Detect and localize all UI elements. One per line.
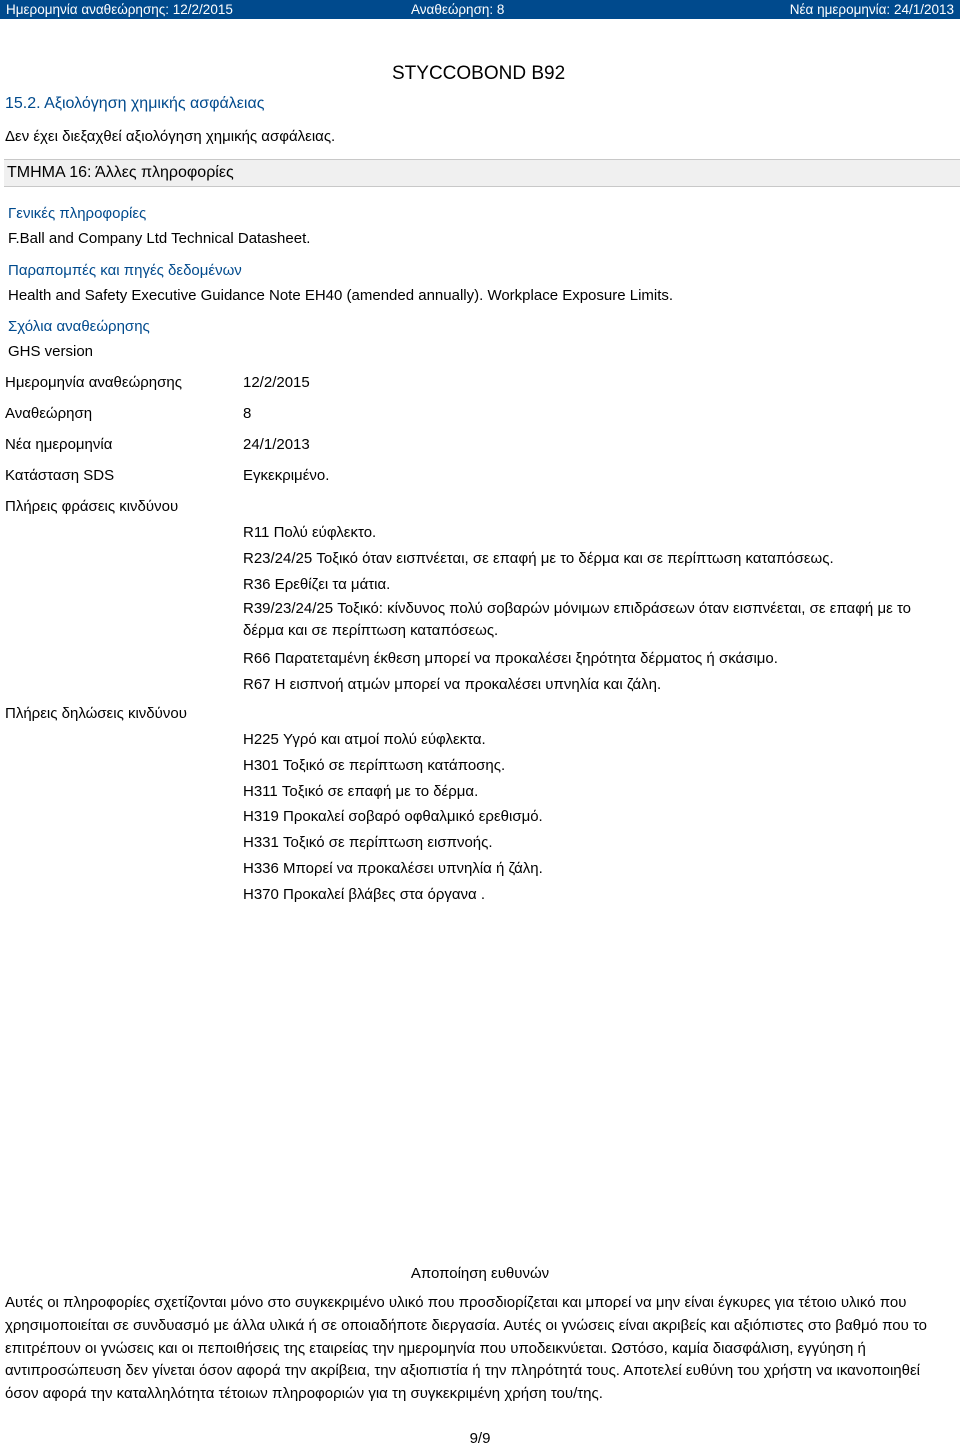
hazard-statements-label: Πλήρεις δηλώσεις κινδύνου: [5, 705, 187, 722]
section-15-2-heading: 15.2. Αξιολόγηση χημικής ασφάλειας: [5, 95, 265, 112]
revision-comments-label: Σχόλια αναθεώρησης: [8, 318, 150, 335]
field-label-revision-date: Ημερομηνία αναθεώρησης: [5, 374, 182, 391]
field-label-sds-status: Κατάσταση SDS: [5, 467, 115, 484]
section-15-2-text: Δεν έχει διεξαχθεί αξιολόγηση χημικής ασφάλειας.: [5, 128, 336, 145]
references-text: Health and Safety Executive Guidance Note EH40 (amended annually). Workplace Exposure Limits.: [8, 287, 674, 304]
field-value-sds-status: Εγκεκριμένο.: [243, 467, 330, 484]
page-header: [0, 0, 960, 19]
general-info-label: Γενικές πληροφορίες: [8, 205, 147, 222]
product-name: STYCCOBOND B92: [392, 63, 566, 84]
risk-phrase: R11 Πολύ εύφλεκτο.: [243, 524, 377, 541]
risk-phrase: R39/23/24/25 Τοξικό: κίνδυνος πολύ σοβαρών μόνιμων επιδράσεων όταν εισπνέεται, σε επαφή με το δέρμα και σε περίπτωση καταπόσεως.: [243, 600, 911, 639]
field-value-revision-date: 12/2/2015: [243, 374, 310, 391]
disclaimer-text: Αυτές οι πληροφορίες σχετίζονται μόνο στο συγκεκριμένο υλικό που προσδιορίζεται και μπορεί να μην είναι έγκυρες για τέτοιο υλικό που χρησιμοποιείται σε συνδυασμό με άλλα υλικά ή σε οποιαδήποτε διεργασία. Αυτές οι γνώσεις είναι ακριβείς και αξιόπιστες στο βαθμό που το επιτρέπουν οι γνώσεις και οι πεποιθήσεις της εταιρείας την ημερομηνία που υποδεικνύεται. Ωστόσο, καμία διασφάλιση, εγγύηση ή αντιπροσώπευση δεν γίνεται όσον αφορά την ακρίβεια, την αξιοπιστία ή την πληρότητά τους. Αποτελεί ευθύνη του χρήστη να ικανοποιηθεί όσον αφορά την καταλληλότητα τέτοιων πληροφοριών για τη συγκεκριμένη χρήση του/της.: [5, 1294, 928, 1403]
page-number: 9/9: [469, 1430, 491, 1447]
field-value-supersedes: 24/1/2013: [243, 436, 310, 453]
hazard-statement: H331 Τοξικό σε περίπτωση εισπνοής.: [243, 834, 493, 852]
risk-phrases-label: Πλήρεις φράσεις κινδύνου: [5, 498, 179, 515]
header-supersedes: Νέα ημερομηνία: 24/1/2013: [789, 2, 954, 17]
hazard-statements-list: [243, 727, 955, 908]
general-info-text: F.Ball and Company Ltd Technical Datasheet.: [8, 230, 311, 247]
section-16-bar: [4, 159, 960, 187]
hazard-statement: H225 Υγρό και ατμοί πολύ εύφλεκτα.: [243, 731, 486, 748]
risk-phrase: R66 Παρατεταμένη έκθεση μπορεί να προκαλέσει ξηρότητα δέρματος ή σκάσιμο.: [243, 650, 778, 667]
hazard-statement: H301 Τοξικό σε περίπτωση κατάποσης.: [243, 756, 506, 774]
field-label-supersedes: Νέα ημερομηνία: [5, 436, 113, 453]
field-value-revision: 8: [243, 405, 252, 422]
field-label-revision: Αναθεώρηση: [5, 405, 93, 422]
risk-phrase: R67 Η εισπνοή ατμών μπορεί να προκαλέσει υπνηλία και ζάλη.: [243, 676, 662, 693]
disclaimer-title: Αποποίηση ευθυνών: [410, 1265, 550, 1282]
risk-phrases-list: [243, 520, 955, 698]
header-revision: Αναθεώρηση: 8: [411, 2, 505, 17]
hazard-statement: H311 Τοξικό σε επαφή με το δέρμα.: [243, 782, 479, 800]
risk-phrase: R23/24/25 Τοξικό όταν εισπνέεται, σε επαφή με το δέρμα και σε περίπτωση καταπόσεως.: [243, 550, 834, 567]
hazard-statement: H336 Μπορεί να προκαλέσει υπνηλία ή ζάλη.: [243, 859, 543, 877]
references-label: Παραπομπές και πηγές δεδομένων: [8, 262, 242, 279]
header-revision-date: Ημερομηνία αναθεώρησης: 12/2/2015: [6, 2, 233, 17]
revision-comments-text: GHS version: [8, 343, 94, 360]
section-16-title: ΤΜΗΜΑ 16: Άλλες πληροφορίες: [7, 164, 234, 181]
hazard-statement: H370 Προκαλεί βλάβες στα όργανα .: [243, 885, 486, 903]
risk-phrase: R36 Ερεθίζει τα μάτια.: [243, 576, 391, 593]
hazard-statement: H319 Προκαλεί σοβαρό οφθαλμικό ερεθισμό.: [243, 808, 543, 826]
